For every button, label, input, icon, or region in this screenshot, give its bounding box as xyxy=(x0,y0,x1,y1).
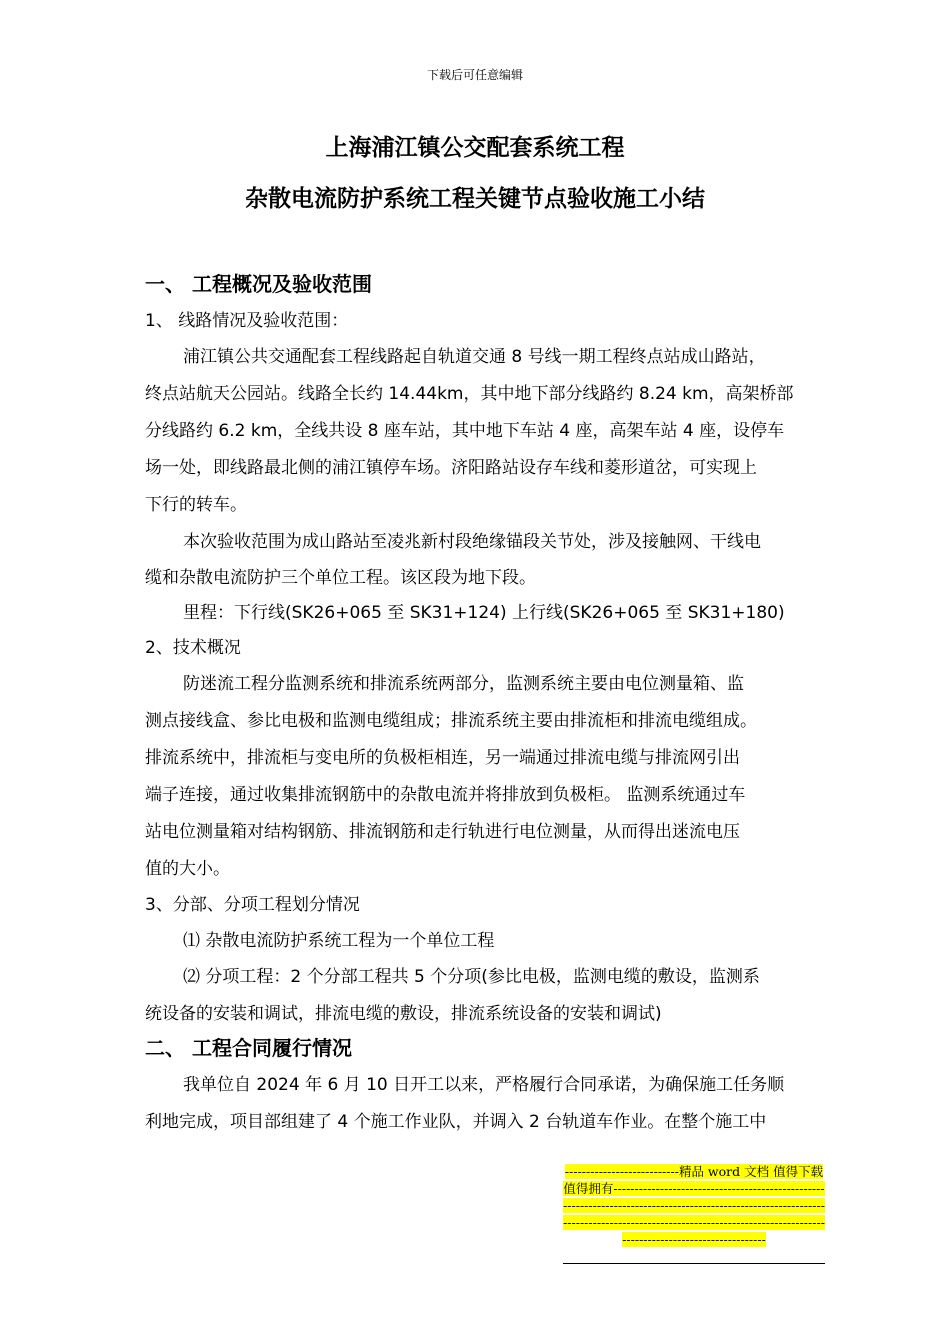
list-item: ⑵ 分项工程：2 个分部工程共 5 个分项(参比电极，监测电缆的敷设，监测系 xyxy=(183,967,760,987)
paragraph-line: 测点接线盒、参比电极和监测电缆组成；排流系统主要由排流柜和排流电缆组成。 xyxy=(145,711,757,731)
paragraph-line: 本次验收范围为成山路站至凌兆新村段绝缘锚段关节处，涉及接触网、干线电 xyxy=(183,532,761,552)
paragraph-line: 统设备的安装和调试，排流电缆的敷设，排流系统设备的安装和调试) xyxy=(145,1004,662,1024)
paragraph-line: 值的大小。 xyxy=(145,859,230,879)
footer-note xyxy=(563,1163,825,1248)
section1-heading: 一、 工程概况及验收范围 xyxy=(145,272,372,296)
paragraph-line: 浦江镇公共交通配套工程线路起自轨道交通 8 号线一期工程终点站成山路站， xyxy=(183,347,766,367)
paragraph-line: 我单位自 2024 年 6 月 10 日开工以来，严格履行合同承诺，为确保施工任务顺 xyxy=(183,1075,785,1095)
paragraph-line: 终点站航天公园站。线路全长约 14.44km，其中地下部分线路约 8.24 km，高架桥部 xyxy=(145,384,794,404)
section1-sub1: 1、 线路情况及验收范围： xyxy=(145,311,349,331)
document-subtitle: 杂散电流防护系统工程关键节点验收施工小结 xyxy=(245,186,705,212)
mileage-line: 里程：下行线(SK26+065 至 SK31+124) 上行线(SK26+065 至 SK31+180) xyxy=(183,603,785,623)
paragraph-line: 场一处，即线路最北侧的浦江镇停车场。济阳路站设存车线和菱形道岔，可实现上 xyxy=(145,458,757,478)
paragraph-line: 利地完成，项目部组建了 4 个施工作业队，并调入 2 台轨道车作业。在整个施工中 xyxy=(145,1112,767,1132)
paragraph-line: 排流系统中，排流柜与变电所的负极柜相连，另一端通过排流电缆与排流网引出 xyxy=(145,748,740,768)
paragraph-line: 防迷流工程分监测系统和排流系统两部分，监测系统主要由电位测量箱、监 xyxy=(183,674,744,694)
footer-rule xyxy=(563,1263,825,1264)
section1-sub2: 2、技术概况 xyxy=(145,638,241,658)
paragraph-line: 缆和杂散电流防护三个单位工程。该区段为地下段。 xyxy=(145,568,536,588)
section1-sub3: 3、分部、分项工程划分情况 xyxy=(145,895,360,915)
page-header: 下载后可任意编辑 xyxy=(426,68,523,82)
paragraph-line: 下行的转车。 xyxy=(145,495,247,515)
section2-heading: 二、 工程合同履行情况 xyxy=(145,1036,352,1060)
document-title: 上海浦江镇公交配套系统工程 xyxy=(325,135,625,161)
footer-note-text: ---------------------------精品 word 文档 值得下载 值得拥有---------------------------------------------------------------------------------------------------------------------------------------------------------------------------------------------------------------- xyxy=(563,1164,825,1247)
paragraph-line: 分线路约 6.2 km，全线共设 8 座车站，其中地下车站 4 座，高架车站 4 座，设停车 xyxy=(145,421,785,441)
list-item: ⑴ 杂散电流防护系统工程为一个单位工程 xyxy=(183,931,495,951)
paragraph-line: 端子连接，通过收集排流钢筋中的杂散电流并将排放到负极柜。 监测系统通过车 xyxy=(145,785,746,805)
paragraph-line: 站电位测量箱对结构钢筋、排流钢筋和走行轨进行电位测量，从而得出迷流电压 xyxy=(145,822,740,842)
